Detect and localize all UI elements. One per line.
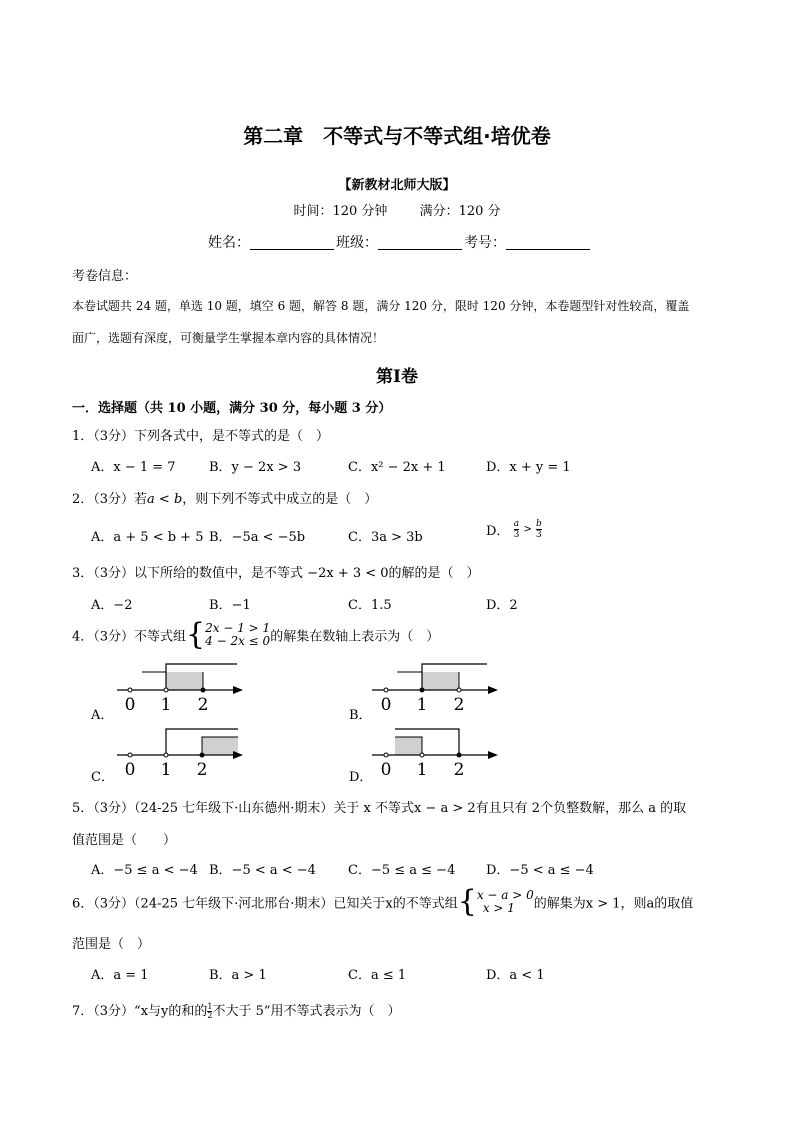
page-title: 第二章 不等式与不等式组·培优卷 <box>243 124 551 148</box>
name-blank[interactable] <box>250 235 334 250</box>
tick-2: 2 <box>453 695 465 715</box>
axis-arrow <box>233 686 243 694</box>
q6-option-b[interactable]: B．a > 1 <box>209 968 267 983</box>
tick-2: 2 <box>197 695 209 715</box>
q5-option-d[interactable]: D．−5 < a ≤ −4 <box>486 863 594 878</box>
tick-1: 1 <box>416 760 428 780</box>
shaded-region <box>422 672 459 690</box>
shaded-region <box>166 672 203 690</box>
q5-option-c[interactable]: C．−5 ≤ a ≤ −4 <box>348 863 456 878</box>
name-label: 姓名： <box>208 235 250 251</box>
shaded-region <box>202 737 238 755</box>
q5-stem-line-1: 5．（3分）（24-25 七年级下·山东德州·期末）关于 x 不等式x − a > 2有且只有 2个负整数解，那么 a 的取 <box>72 801 687 816</box>
q1-stem: 1．（3分）下列各式中，是不等式的是（ ） <box>72 429 330 444</box>
q1-option-d[interactable]: D．x + y = 1 <box>486 460 571 475</box>
q6-option-c[interactable]: C．a ≤ 1 <box>348 968 407 983</box>
q4-system-line-2: 4 − 2x ≤ 0 <box>205 634 271 648</box>
q5-option-b[interactable]: B．−5 < a < −4 <box>209 863 316 878</box>
info-line-1: 本卷试题共 24 题，单选 10 题，填空 6 题，解答 8 题，满分 120 分，限时 120 分钟，本卷题型针对性较高，覆盖 <box>72 299 690 313</box>
q2-stem: 2．（3分）若a < b，则下列不等式中成立的是（ ） <box>72 492 378 507</box>
q2-option-a[interactable]: A．a + 5 < b + 5 <box>91 530 204 545</box>
id-label: 考号： <box>464 235 506 251</box>
q4-number-line-a[interactable] <box>115 660 245 720</box>
q4-number-line-b[interactable] <box>370 660 500 720</box>
time-label: 时间：120 分钟 <box>293 204 388 219</box>
q3-option-c[interactable]: C．1.5 <box>348 598 392 613</box>
q7-stem: 7．（3分）“x与y的和的$\frac{1}{2}$ 不大于 5”用不等式表示为（ ） <box>72 1002 401 1020</box>
info-line-2: 面广，选题有深度，可衡量学生掌握本章内容的具体情况！ <box>72 331 385 345</box>
tick-0: 0 <box>380 695 392 715</box>
q5-option-a[interactable]: A．−5 ≤ a < −4 <box>91 863 198 878</box>
tick-0: 0 <box>124 760 136 780</box>
q4-system-line-1: 2x − 1 > 1 <box>205 621 271 635</box>
tick-1: 1 <box>160 760 172 780</box>
axis-arrow <box>488 686 498 694</box>
q6-system-line-1: x − a > 0 <box>476 888 534 902</box>
q3-option-b[interactable]: B．−1 <box>209 598 251 613</box>
q2-option-d[interactable]: D． $\frac{a}{3}$ > $\frac{b}{3}$ <box>486 519 542 540</box>
axis-arrow <box>488 751 498 759</box>
q3-stem: 3．（3分）以下所给的数值中，是不等式 −2x + 3 < 0的解的是（ ） <box>72 566 480 581</box>
tick-2: 2 <box>196 760 208 780</box>
tick-1: 1 <box>160 695 172 715</box>
q2-option-c[interactable]: C．3a > 3b <box>348 530 423 545</box>
q6-system-line-2: x > 1 <box>482 901 515 915</box>
q6-stem-line-1: 6．（3分）（24-25 七年级下·河北邢台·期末）已知关于x的不等式组{x − a > 0 x > 1 的解集为x > 1，则a的取值 <box>72 884 694 919</box>
q4-number-line-c[interactable] <box>115 725 245 785</box>
q5-stem-line-2: 值范围是（ ） <box>72 833 177 848</box>
time-score-line <box>0 200 794 219</box>
q4-option-a[interactable]: A． <box>91 708 114 723</box>
class-label: 班级： <box>336 235 378 251</box>
student-info-line <box>208 232 592 252</box>
id-blank[interactable] <box>506 235 590 250</box>
tick-1: 1 <box>416 695 428 715</box>
q4-stem: 4．（3分）不等式组{2x − 1 > 1 4 − 2x ≤ 0的解集在数轴上表示为（ ） <box>72 617 440 652</box>
q1-option-a[interactable]: A．x − 1 = 7 <box>91 460 176 475</box>
q4-option-b[interactable]: B． <box>349 708 372 723</box>
tick-2: 2 <box>453 760 465 780</box>
part-heading: 一．选择题（共 10 小题，满分 30 分，每小题 3 分） <box>72 401 392 416</box>
q6-option-d[interactable]: D．a < 1 <box>486 968 545 983</box>
q2-option-b[interactable]: B．−5a < −5b <box>209 530 306 545</box>
edition-label: 【新教材北师大版】 <box>338 178 456 193</box>
q4-number-line-d[interactable] <box>370 725 500 785</box>
q1-option-b[interactable]: B．y − 2x > 3 <box>209 460 302 475</box>
q4-option-d[interactable]: D． <box>349 770 373 785</box>
score-label: 满分：120 分 <box>419 204 501 219</box>
q3-option-d[interactable]: D．2 <box>486 598 518 613</box>
tick-0: 0 <box>380 760 392 780</box>
q7-fraction: $\frac{1}{2}$ <box>207 1002 213 1020</box>
q6-stem-line-2: 范围是（ ） <box>72 937 151 952</box>
shaded-region <box>395 737 422 755</box>
q6-option-a[interactable]: A．a = 1 <box>91 968 149 983</box>
q2-condition: a < b <box>147 492 183 507</box>
q1-option-c[interactable]: C．x² − 2x + 1 <box>348 460 446 475</box>
section-title: 第Ⅰ卷 <box>376 367 418 387</box>
class-blank[interactable] <box>378 235 462 250</box>
tick-0: 0 <box>124 695 136 715</box>
q3-option-a[interactable]: A．−2 <box>91 598 133 613</box>
q4-option-c[interactable]: C． <box>91 770 114 785</box>
info-heading: 考卷信息： <box>72 269 138 284</box>
